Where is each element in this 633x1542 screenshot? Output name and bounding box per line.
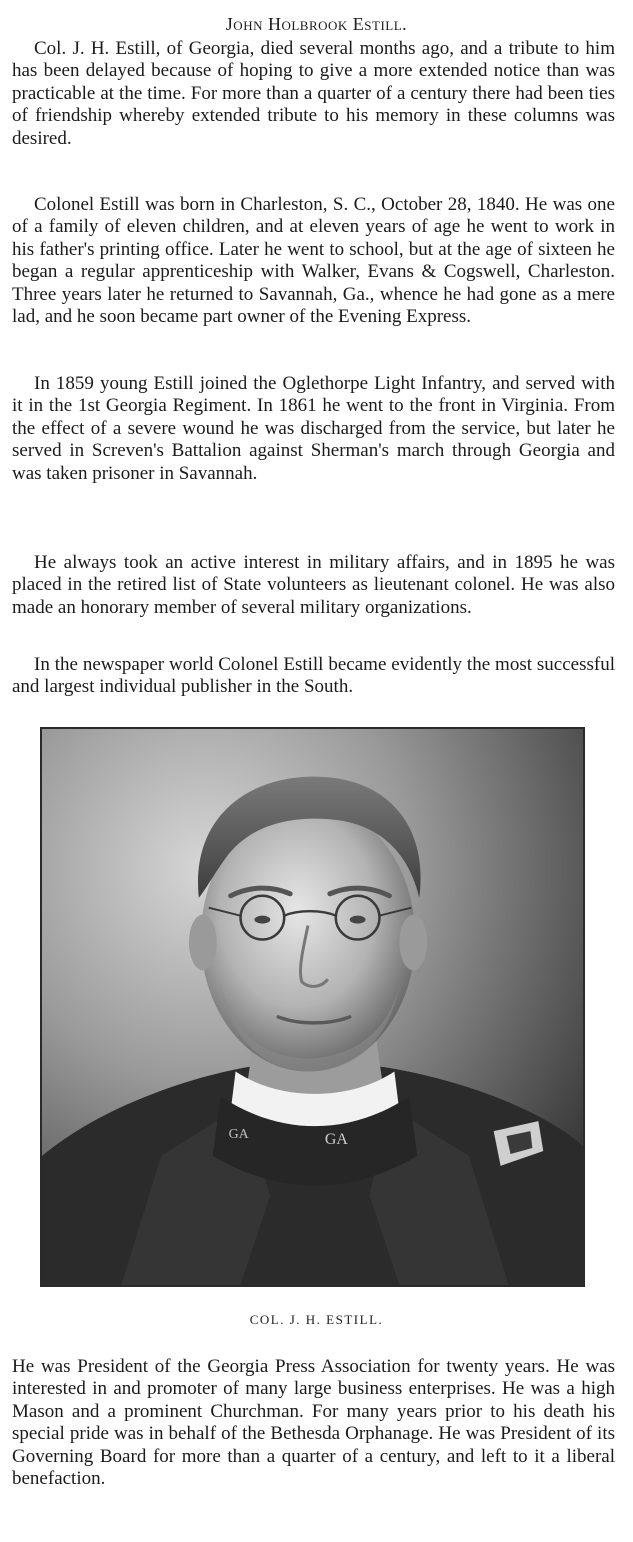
paragraph-4: He always took an active interest in military affairs, and in 1895 he was placed in the retired list of State volunteers as lieutenant colonel. He was also made an honorary member of several military organizations. [12,552,615,618]
paragraph-3: In 1859 young Estill joined the Oglethorpe Light Infantry, and served with it in the 1st Georgia Regiment. In 1861 he went to the front in Virginia. From the effect of a severe wound he was discharged from the service, but later he served in Screven's Battalion against Sherman's march through Georgia and was taken prisoner in Savannah. [12,373,615,484]
paragraph-1: Col. J. H. Estill, of Georgia, died several months ago, and a tribute to him has been delayed because of hoping to give a more extended notice than was practicable at the time. For more than a quarter of a century there had been ties of friendship whereby extended tribute to his memory in these columns was desired. [12,38,615,149]
collar-insignia: GA [324,1131,348,1149]
paragraph-5: In the newspaper world Colonel Estill became evidently the most successful and largest individual publisher in the South. [12,654,615,698]
figure-caption: COL. J. H. ESTILL. [249,1312,384,1327]
portrait-photo [40,727,585,1287]
paragraph-2: Colonel Estill was born in Charleston, S. C., October 28, 1840. He was one of a family of eleven children, and at eleven years of age he went to work in his father's printing office. Later he went to school, but at the age of sixteen he began a regular apprenticeship with Walker, Evans & Cogswell, Charleston. Three years later he returned to Savannah, Ga., whence he had gone as a mere lad, and he soon became part owner of the Evening Express. [12,194,615,328]
paragraph-6: He was President of the Georgia Press Association for twenty years. He was interested in and promoter of many large business enterprises. He was a high Mason and a prominent Churchman. For many years prior to his death his special pride was in behalf of the Bethesda Orphanage. He was President of its Governing Board for more than a quarter of a century, and left to it a liberal benefaction. [12,1356,615,1490]
article-title: John Holbrook Estill. [225,14,408,34]
portrait-illustration [42,729,583,1285]
collar-insignia-left: GA [228,1127,249,1143]
